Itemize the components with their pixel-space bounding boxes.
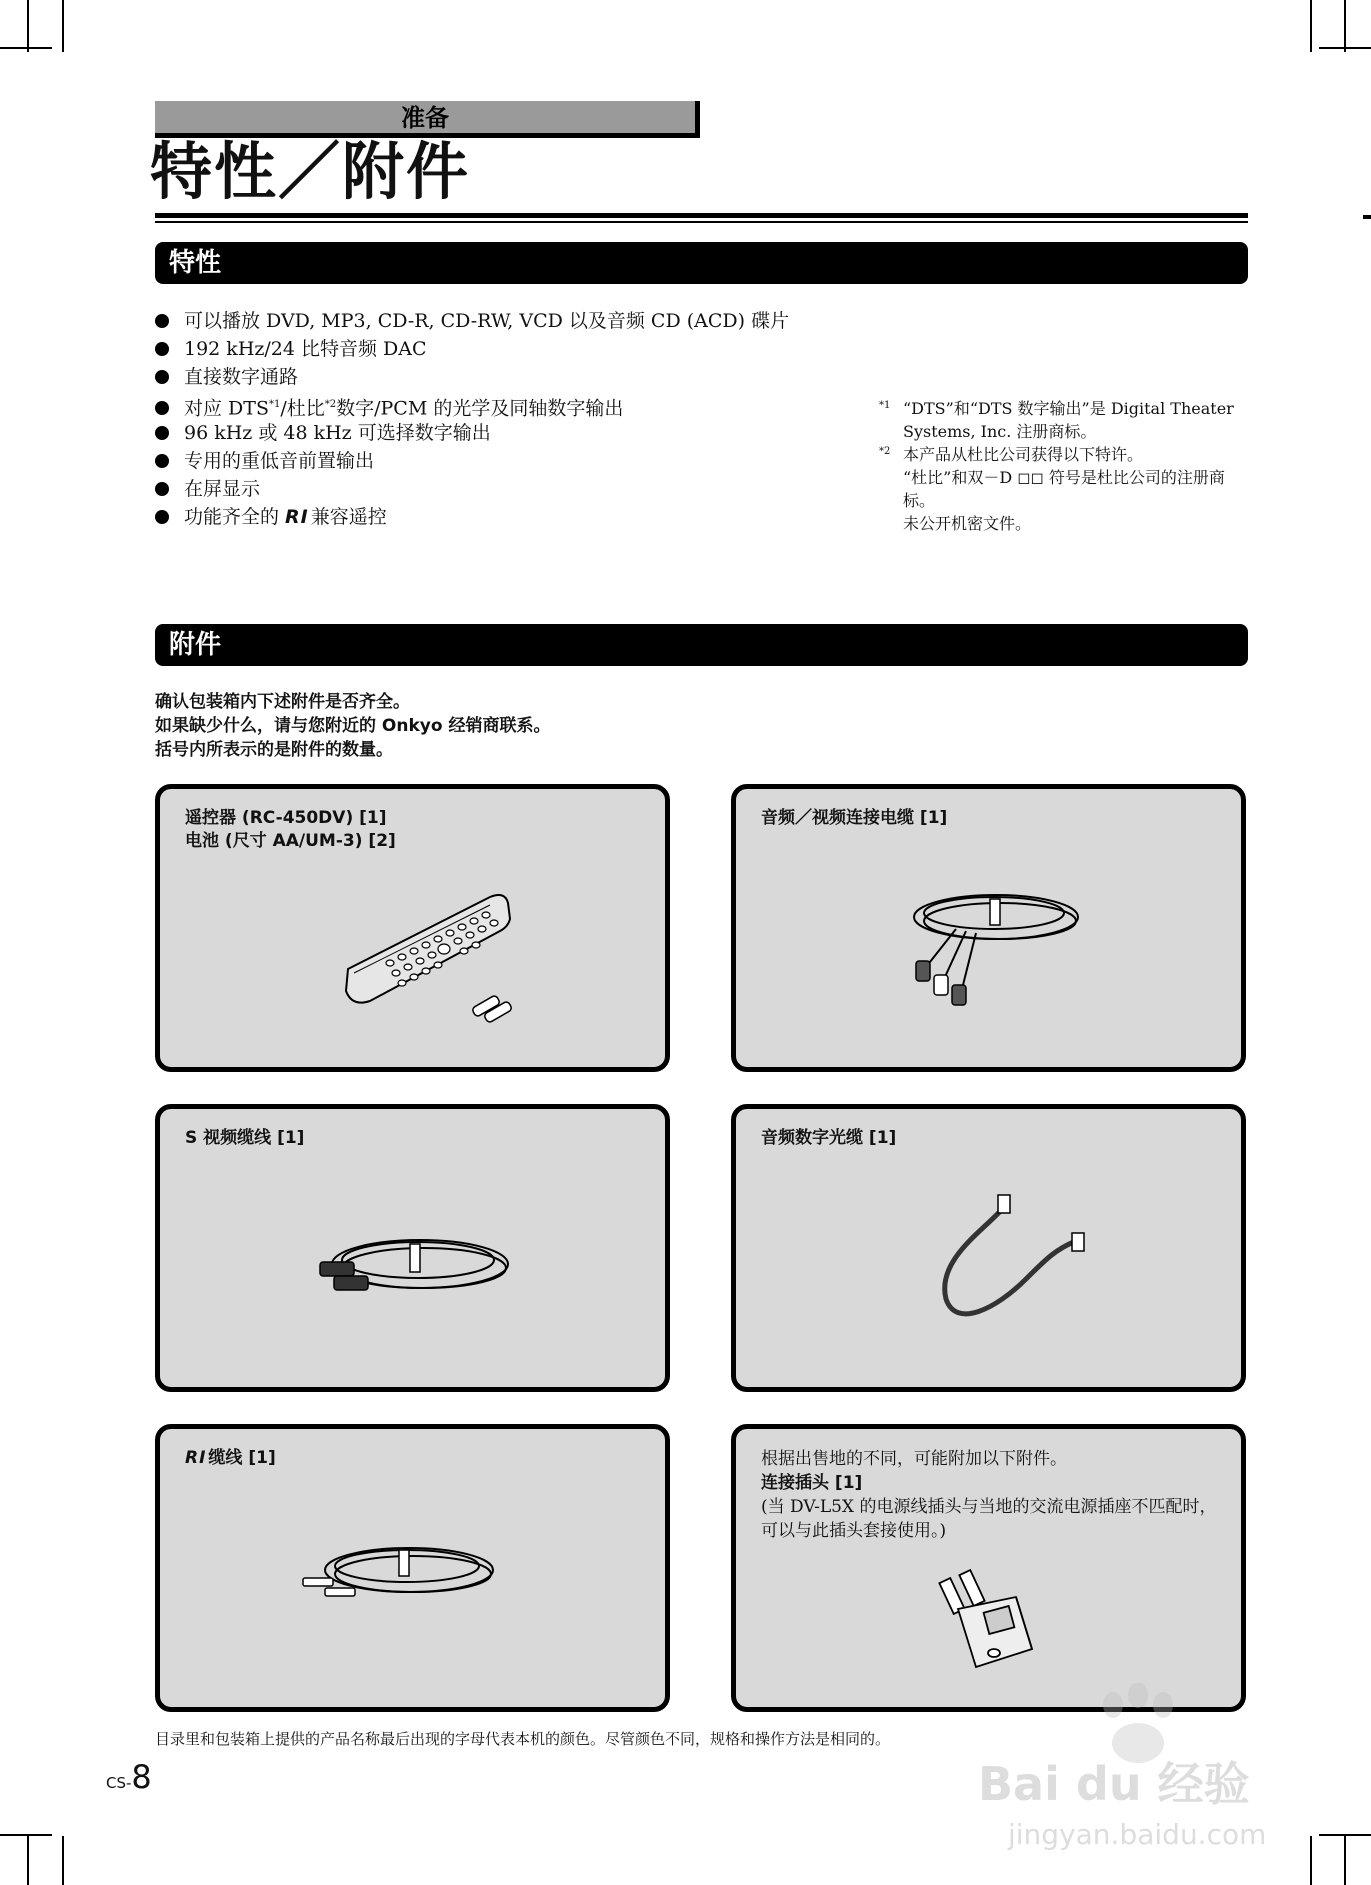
- edge-mark: [1363, 215, 1371, 219]
- crop-mark: [1310, 1836, 1312, 1885]
- feature-text: /杜比: [280, 397, 325, 420]
- category-tab: [155, 101, 700, 138]
- bullet-icon: [155, 342, 169, 356]
- feature-text: 可以播放 DVD, MP3, CD-R, CD-RW, VCD 以及音频 CD (ACD) 碟片: [184, 310, 790, 332]
- watermark-url: jingyan.baidu.com: [1008, 1818, 1267, 1851]
- crop-mark: [1310, 0, 1312, 52]
- footnote: [879, 443, 1239, 535]
- accessory-label: S 视频缆线 [1]: [185, 1128, 305, 1148]
- accessory-box-remote: [155, 784, 670, 1072]
- footnote-mark: *2: [879, 446, 891, 457]
- footnote-text: 未公开机密文件。: [903, 514, 1032, 533]
- accessories-heading: 附件: [169, 630, 222, 660]
- bullet-icon: [155, 314, 169, 328]
- bullet-icon: [155, 510, 169, 524]
- crop-mark: [1344, 1836, 1346, 1885]
- features-heading-bar: [155, 242, 1248, 284]
- bullet-icon: [155, 401, 169, 415]
- crop-mark: [62, 1836, 64, 1885]
- plug-note: 根据出售地的不同，可能附加以下附件。: [761, 1449, 1067, 1469]
- crop-mark: [27, 0, 29, 52]
- feature-item: [155, 475, 789, 503]
- feature-item: [155, 503, 789, 531]
- accessory-box-av-cable: [731, 784, 1246, 1072]
- remote-label: 遥控器 (RC-450DV) [1]: [185, 808, 387, 828]
- bullet-icon: [155, 426, 169, 440]
- ri-logo: RI: [285, 506, 309, 528]
- feature-item: [155, 363, 789, 391]
- accessory-label: [185, 807, 396, 853]
- accessory-box-ri-cable: [155, 1424, 670, 1712]
- intro-line: 如果缺少什么，请与您附近的 Onkyo 经销商联系。: [155, 716, 551, 736]
- plug-adapter-illustration: [936, 1569, 1046, 1679]
- features-heading: 特性: [169, 248, 222, 278]
- feature-text: 功能齐全的: [184, 506, 280, 528]
- ri-cable-label: 缆线 [1]: [208, 1448, 276, 1468]
- features-list: [155, 307, 789, 531]
- feature-item: [155, 447, 789, 475]
- page-title: 特性／附件: [150, 135, 471, 208]
- feature-text: 专用的重低音前置输出: [184, 450, 375, 472]
- intro-line: 确认包装箱内下述附件是否齐全。: [155, 692, 410, 712]
- bullet-icon: [155, 454, 169, 468]
- battery-label: 电池 (尺寸 AA/UM-3) [2]: [185, 831, 396, 851]
- bullet-icon: [155, 482, 169, 496]
- av-cable-illustration: [896, 869, 1086, 1019]
- crop-mark: [0, 1834, 52, 1836]
- crop-mark: [1319, 47, 1371, 49]
- feature-text: 96 kHz 或 48 kHz 可选择数字输出: [184, 422, 491, 444]
- crop-mark: [62, 0, 64, 52]
- title-rule: [155, 213, 1248, 218]
- feature-text: 在屏显示: [184, 478, 261, 500]
- footnote-mark: *1: [268, 399, 281, 410]
- footnote-mark: *2: [324, 399, 337, 410]
- feature-item: [155, 419, 789, 447]
- crop-mark: [1319, 1834, 1371, 1836]
- accessory-box-optical: [731, 1104, 1246, 1392]
- feature-item: [155, 307, 789, 335]
- watermark-brand: Bai du 经验: [978, 1757, 1250, 1811]
- footnote-text: “杜比”和双－D ◻◻ 符号是杜比公司的注册商标。: [903, 468, 1225, 510]
- footnote-mark: *1: [879, 400, 891, 411]
- footnote: [879, 397, 1239, 443]
- ri-logo: RI: [185, 1448, 207, 1468]
- accessories-heading-bar: [155, 624, 1248, 666]
- feature-item: [155, 335, 789, 363]
- accessory-label: 音频数字光缆 [1]: [761, 1128, 897, 1148]
- footnotes: [879, 397, 1239, 535]
- feature-text: 192 kHz/24 比特音频 DAC: [184, 338, 427, 360]
- crop-mark: [1344, 0, 1346, 52]
- bullet-icon: [155, 370, 169, 384]
- plug-description: [761, 1447, 1223, 1543]
- battery-illustration: [468, 987, 518, 1027]
- accessory-label: 音频／视频连接电缆 [1]: [761, 808, 948, 828]
- feature-text: 兼容遥控: [310, 506, 387, 528]
- feature-text: 对应 DTS: [184, 397, 269, 420]
- accessory-label: [185, 1447, 276, 1470]
- accessories-intro: [155, 690, 550, 762]
- feature-item: [155, 391, 789, 419]
- plug-usage-note: (当 DV-L5X 的电源线插头与当地的交流电源插座不匹配时，可以与此插头套接使用。): [761, 1497, 1217, 1541]
- feature-text: 直接数字通路: [184, 366, 299, 388]
- s-video-cable-illustration: [310, 1224, 520, 1314]
- footnote-text: “DTS”和“DTS 数字输出”是 Digital Theater Systems, Inc. 注册商标。: [903, 399, 1234, 441]
- footer-note: 目录里和包装箱上提供的产品名称最后出现的字母代表本机的颜色。尽管颜色不同，规格和操作方法是相同的。: [155, 1730, 891, 1748]
- title-rule-thin: [155, 221, 1248, 223]
- accessory-box-s-video: [155, 1104, 670, 1392]
- crop-mark: [27, 1836, 29, 1885]
- ri-cable-illustration: [295, 1534, 505, 1614]
- page-number-value: 8: [131, 1758, 152, 1796]
- page-number: [106, 1757, 152, 1803]
- crop-mark: [0, 47, 52, 49]
- baidu-watermark: [978, 1683, 1298, 1873]
- footnote-text: 本产品从杜比公司获得以下特许。: [903, 445, 1144, 464]
- optical-cable-illustration: [926, 1189, 1096, 1329]
- page-prefix: CS-: [106, 1774, 132, 1792]
- accessory-box-plug: [731, 1424, 1246, 1712]
- category-label: 准备: [401, 104, 449, 132]
- feature-text: 数字/PCM 的光学及同轴数字输出: [336, 397, 624, 420]
- plug-label: 连接插头 [1]: [761, 1473, 863, 1493]
- intro-line: 括号内所表示的是附件的数量。: [155, 740, 393, 760]
